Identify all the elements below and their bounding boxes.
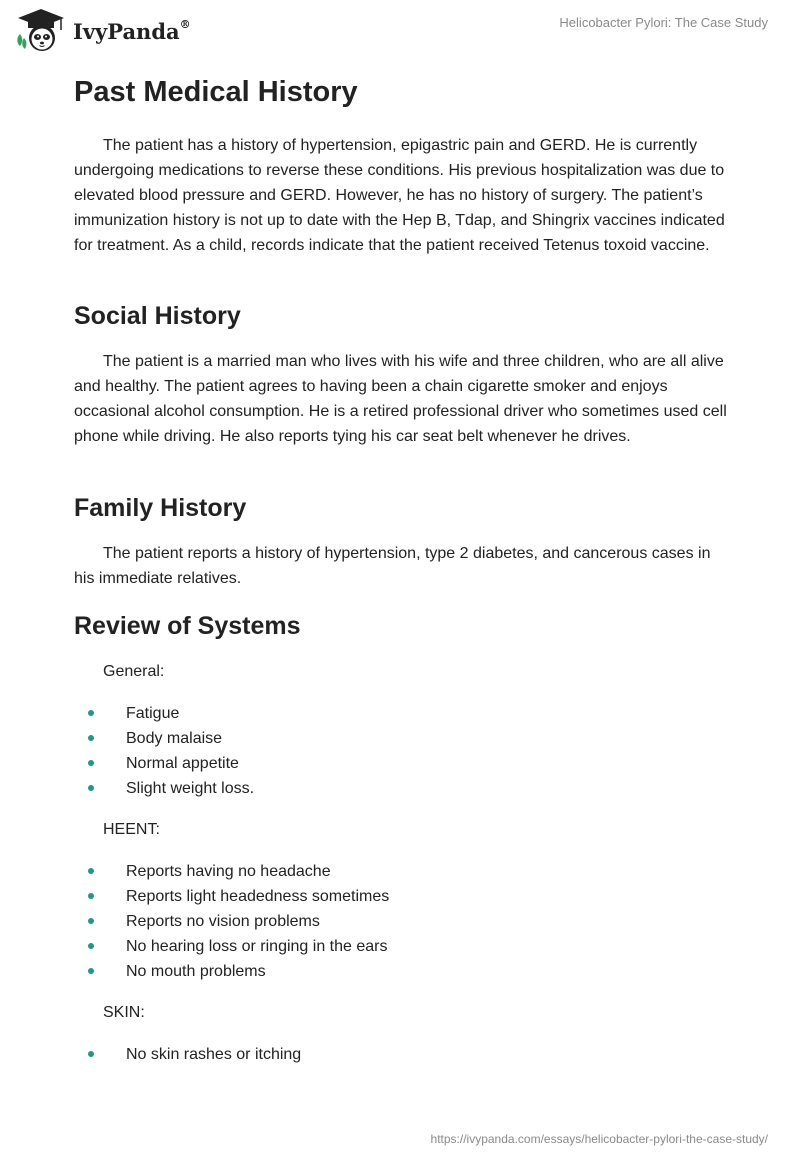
bullet-icon <box>88 893 94 899</box>
bullet-icon <box>88 785 94 791</box>
review-of-systems-heading: Review of Systems <box>74 612 301 640</box>
heent-list <box>74 859 389 984</box>
list-item: Slight weight loss. <box>74 776 254 801</box>
brand-name: IvyPanda® <box>73 17 191 44</box>
bullet-icon <box>88 868 94 874</box>
family-history-paragraph: The patient reports a history of hypertension, type 2 diabetes, and cancerous cases in his immediate relatives. <box>74 545 711 587</box>
general-list <box>74 701 254 801</box>
bullet-icon <box>88 968 94 974</box>
skin-label: SKIN: <box>103 1004 145 1021</box>
list-item: Reports no vision problems <box>74 909 389 934</box>
bullet-icon <box>88 710 94 716</box>
bullet-icon <box>88 1051 94 1057</box>
social-history-heading: Social History <box>74 302 241 330</box>
past-medical-history-paragraph: The patient has a history of hypertension, epigastric pain and GERD. He is currently undergoing medications to reverse these conditions. His previous hospitalization was due to elevated blood pressure and GERD. However, he has no history of surgery. The patient’s immunization history is not up to date with the Hep B, Tdap, and Shingrix vaccines indicated for treatment. As a child, records indicate that the patient received Tetenus toxoid vaccine. <box>74 137 725 254</box>
family-history-heading: Family History <box>74 494 247 522</box>
page-header <box>0 0 800 62</box>
heent-label: HEENT: <box>103 821 160 838</box>
list-item: Normal appetite <box>74 751 254 776</box>
past-medical-history-heading: Past Medical History <box>74 76 358 108</box>
bullet-icon <box>88 735 94 741</box>
bullet-icon <box>88 760 94 766</box>
bullet-icon <box>88 918 94 924</box>
logo[interactable] <box>14 8 191 52</box>
list-item: Reports having no headache <box>74 859 389 884</box>
general-label: General: <box>103 663 165 680</box>
list-item: No mouth problems <box>74 959 389 984</box>
list-item: Fatigue <box>74 701 254 726</box>
bullet-icon <box>88 943 94 949</box>
list-item: No skin rashes or itching <box>74 1042 301 1067</box>
document-title: Helicobacter Pylori: The Case Study <box>559 15 768 30</box>
list-item: Reports light headedness sometimes <box>74 884 389 909</box>
list-item: Body malaise <box>74 726 254 751</box>
list-item: No hearing loss or ringing in the ears <box>74 934 389 959</box>
panda-logo-icon <box>14 8 68 52</box>
social-history-paragraph: The patient is a married man who lives with his wife and three children, who are all alive and healthy. The patient agrees to having been a chain cigarette smoker and enjoys occasional alcohol consumption. He is a retired professional driver who sometimes used cell phone while driving. He also reports tying his car seat belt whenever he drives. <box>74 353 727 445</box>
source-url[interactable]: https://ivypanda.com/essays/helicobacter-pylori-the-case-study/ <box>430 1132 768 1146</box>
skin-list <box>74 1042 301 1067</box>
